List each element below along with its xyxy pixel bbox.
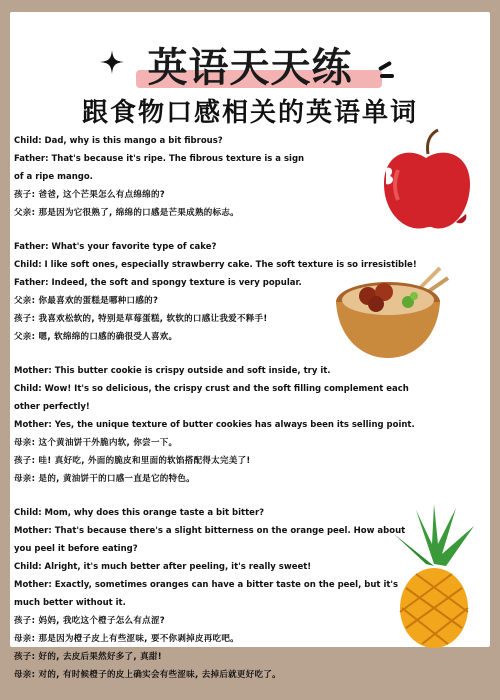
dialogue-line: 父亲: 你最喜欢的蛋糕是哪种口感的? [14, 296, 159, 306]
dialogue-line: Child: Wow! It's so delicious, the crispy crust and the soft filling complement each other perfectly! [14, 384, 409, 412]
dialogue-line: 孩子: 爸爸, 这个芒果怎么有点绵绵的? [14, 190, 165, 200]
dialogue-line: 孩子: 我喜欢松软的, 特别是草莓蛋糕, 软软的口感让我爱不释手! [14, 314, 268, 324]
dialogue-line: Mother: Exactly, sometimes oranges can have a bitter taste on the peel, but it's much better without it. [14, 580, 399, 608]
dialogue-line: 孩子: 哇! 真好吃, 外面的脆皮和里面的软馅搭配得太完美了! [14, 456, 251, 466]
dialogue-line: Mother: This butter cookie is crispy outside and soft inside, try it. [14, 366, 331, 376]
dialogue-line: 母亲: 那是因为橙子皮上有些涩味, 要不你剥掉皮再吃吧。 [14, 634, 239, 644]
dialogue-mango [14, 132, 314, 222]
dialogue-line: Mother: Yes, the unique texture of butter cookies has always been its selling point. [14, 420, 415, 430]
dialogue-line: 父亲: 那是因为它很熟了, 绵绵的口感是芒果成熟的标志。 [14, 208, 239, 218]
dialogue-line: Father: What's your favorite type of cake? [14, 242, 217, 252]
dialogue-line: Father: Indeed, the soft and spongy texture is very popular. [14, 278, 302, 288]
title-area [10, 24, 490, 91]
noodle-bowl-icon [332, 266, 450, 362]
page-subtitle: 跟食物口感相关的英语单词 [81, 98, 418, 128]
dialogue-line: 母亲: 对的, 有时候橙子的皮上确实会有些涩味, 去掉后就更好吃了。 [14, 670, 281, 680]
dialogue-line: Father: That's because it's ripe. The fibrous texture is a sign of a ripe mango. [14, 154, 305, 182]
dialogue-line: 父亲: 嗯, 软绵绵的口感的确很受人喜欢。 [14, 332, 178, 342]
dialogue-line: 孩子: 妈妈, 我吃这个橙子怎么有点涩? [14, 616, 165, 626]
page-title: 英语天天练 [147, 44, 353, 91]
dialogue-line: 母亲: 这个黄油饼干外脆内软, 你尝一下。 [14, 438, 178, 448]
pineapple-icon [386, 504, 482, 650]
dialogue-line: Child: Alright, it's much better after peeling, it's really sweet! [14, 562, 312, 572]
dialogue-orange [14, 504, 409, 684]
dialogue-line: Mother: That's because there's a slight bitterness on the orange peel. How about you peel it before eating? [14, 526, 406, 554]
dialogue-line: 孩子: 好的, 去皮后果然好多了, 真甜! [14, 652, 162, 662]
dialogue-line: 母亲: 是的, 黄油饼干的口感一直是它的特色。 [14, 474, 195, 484]
apple-icon [378, 130, 474, 234]
dialogue-line: Child: Mom, why does this orange taste a bit bitter? [14, 508, 265, 518]
poster-card [10, 12, 490, 680]
dialogue-line: Child: I like soft ones, especially strawberry cake. The soft texture is so irresistible! [14, 260, 417, 270]
dialogue-cookie [14, 362, 414, 488]
dialogue-line: Child: Dad, why is this mango a bit fibrous? [14, 136, 223, 146]
